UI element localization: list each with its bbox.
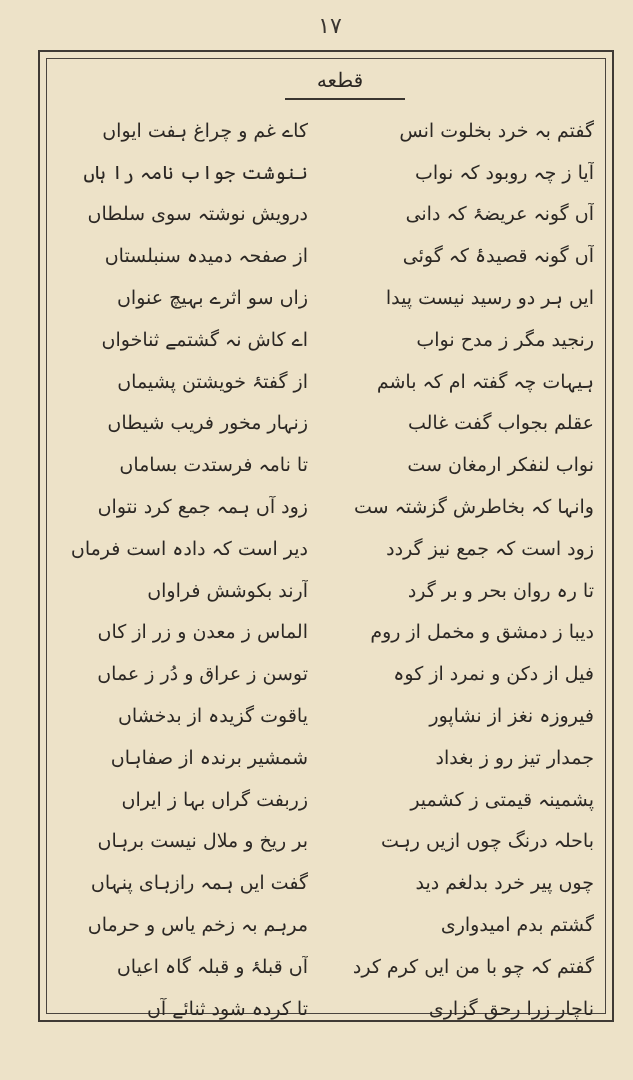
verse-row xyxy=(58,319,594,361)
verse-row xyxy=(58,110,594,152)
misra-first: گفتم بہ خرد بخلوت انس xyxy=(399,119,594,142)
misra-second: زود آں ہمہ جمع کرد نتواں xyxy=(97,496,308,519)
poem-heading: قطعه xyxy=(316,68,364,92)
misra-second: گفت ایں ہمہ رازہای پنہاں xyxy=(90,872,308,895)
verse-row xyxy=(58,570,594,612)
verse-row xyxy=(58,737,594,779)
misra-first: جمدار تیز رو ز بغداد xyxy=(435,746,594,769)
misra-second: ننوشت جواب نامہ را ہاں xyxy=(83,161,308,184)
verse-row xyxy=(58,277,594,319)
verse-row xyxy=(58,904,594,946)
misra-second: زاں سو اثرے بہیچ عنواں xyxy=(116,287,308,310)
misra-first: باحلہ درنگ چوں ازیں رہت xyxy=(380,830,594,853)
verse-row xyxy=(58,821,594,863)
misra-first: تا رہ روان بحر و بر گرد xyxy=(407,579,594,602)
misra-first: عقلم بجواب گفت غالب xyxy=(407,412,594,435)
misra-first: گشتم بدم امیدواری xyxy=(440,914,594,937)
misra-second: درویش نوشتہ سوی سلطاں xyxy=(87,203,308,226)
misra-first: ایں ہر دو رسید نیست پیدا xyxy=(385,287,594,310)
misra-second: دیر است کہ دادہ است فرماں xyxy=(70,537,308,560)
verse-row xyxy=(58,695,594,737)
misra-second: آں قبلۂ و قبلہ گاہ اعیاں xyxy=(116,955,308,978)
misra-first: گفتم کہ چو با من ایں کرم کرد xyxy=(352,955,594,978)
verse-row xyxy=(58,653,594,695)
misra-second: تا کردہ شود ثنائے آں xyxy=(146,997,308,1020)
misra-first: رنجید مگر ز مدح نواب xyxy=(416,328,594,351)
verse-row xyxy=(58,194,594,236)
verse-row xyxy=(58,612,594,654)
misra-second: مرہم بہ زخم یاس و حرماں xyxy=(87,914,308,937)
misra-first: آں گونہ عریضۂ کہ دانی xyxy=(405,203,594,226)
verse-row xyxy=(58,946,594,988)
misra-second: از صفحہ دمیدہ سنبلستاں xyxy=(104,245,308,268)
misra-first: پشمینہ قیمتی ز کشمیر xyxy=(410,788,594,811)
misra-first: ناچار زرا رحق گزاری xyxy=(428,997,594,1020)
verse-row xyxy=(58,862,594,904)
verse-row xyxy=(58,988,594,1030)
misra-first: ہیہات چہ گفتہ ام کہ باشم xyxy=(376,370,594,393)
misra-first: آں گونہ قصیدۂ کہ گوئی xyxy=(402,245,594,268)
verse-row xyxy=(58,444,594,486)
verse-row xyxy=(58,361,594,403)
misra-second: شمشیر برندہ از صفاہاں xyxy=(110,746,308,769)
verse-row xyxy=(58,403,594,445)
page-number: ۱۷ xyxy=(318,14,342,39)
misra-second: از گفتۂ خویشتن پشیماں xyxy=(117,370,308,393)
misra-first: چوں پیر خرد بدلغم دید xyxy=(415,872,594,895)
misra-second: توسن ز عراق و دُر ز عماں xyxy=(97,663,308,686)
misra-second: اے کاش نہ گشتمے ثناخواں xyxy=(101,328,308,351)
verse-row xyxy=(58,235,594,277)
misra-second: تا نامہ فرستدت بساماں xyxy=(119,454,308,477)
misra-second: زربفت گراں بہا ز ایراں xyxy=(121,788,308,811)
verse-row xyxy=(58,152,594,194)
misra-second: بر ریخ و ملال نیست برہاں xyxy=(97,830,308,853)
misra-first: زود است کہ جمع نیز گردد xyxy=(386,537,594,560)
misra-first: فیروزہ نغز از نشاپور xyxy=(429,705,594,728)
misra-first: نواب لنفکر ارمغان ست xyxy=(407,454,594,477)
misra-first: فیل از دکن و نمرد از کوہ xyxy=(393,663,594,686)
verse-row xyxy=(58,528,594,570)
misra-first: دیبا ز دمشق و مخمل از روم xyxy=(370,621,594,644)
misra-second: آرند بکوششِ فراواں xyxy=(147,579,308,602)
misra-second: کاے غم و چراغ ہفت ایواں xyxy=(102,119,308,142)
misra-second: زنہار مخور فریب شیطاں xyxy=(107,412,308,435)
verse-list xyxy=(58,110,594,1020)
verse-row xyxy=(58,486,594,528)
heading-underline xyxy=(285,98,405,100)
misra-second: الماس ز معدن و زر از کاں xyxy=(97,621,308,644)
misra-first: آیا ز چہ روبود کہ نواب xyxy=(415,161,594,184)
verse-row xyxy=(58,779,594,821)
misra-second: یاقوت گزیدہ از بدخشاں xyxy=(117,705,308,728)
misra-first: وانہا کہ بخاطرش گزشتہ ست xyxy=(353,496,594,519)
